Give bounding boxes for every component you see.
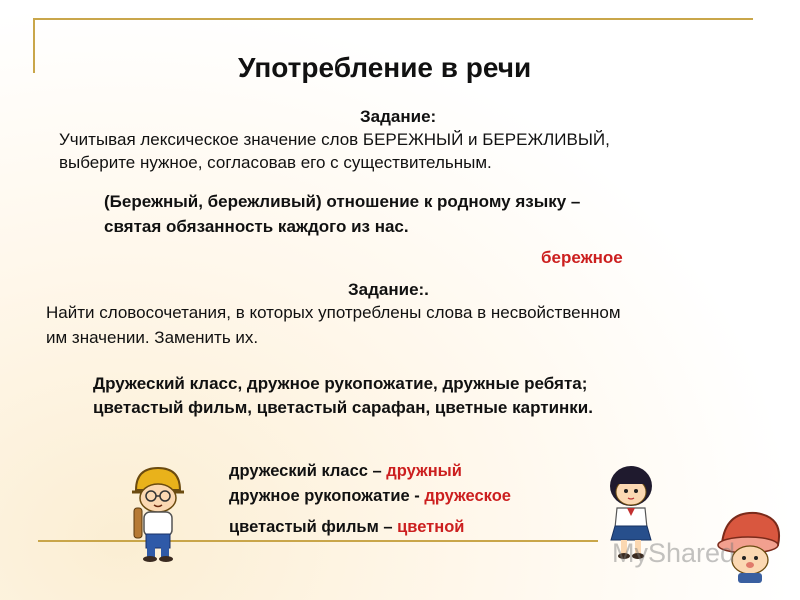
frame-top-line [33,18,753,20]
task2-phrases-line1: Дружеский класс, дружное рукопожатие, дружные ребята; [93,374,588,393]
task1-answer: бережное [541,248,623,267]
answer-fix: цветной [397,518,465,536]
answer-phrase: дружное рукопожатие - [229,487,425,505]
task2-text-line2: им значении. Заменить их. [46,328,259,347]
answer-phrase: дружеский класс – [229,462,387,480]
task1-sentence-line1: (Бережный, бережливый) отношение к родному языку – [104,192,581,211]
task2-phrases-line2: цветастый фильм, цветастый сарафан, цветные картинки. [93,398,593,417]
task1-heading: Задание: [360,107,437,126]
task1-sentence-line2: святая обязанность каждого из нас. [104,217,409,236]
answer-line-2 [229,487,511,506]
task2-heading: Задание:. [348,280,429,299]
frame-left-line [33,18,35,73]
task2-text-line1: Найти словосочетания, в которых употреблены слова в несвойственном [46,303,621,322]
task1-text-line1: Учитывая лексическое значение слов БЕРЕЖНЫЙ и БЕРЕЖЛИВЫЙ, [59,130,610,149]
watermark-logo [612,538,735,569]
page-title: Употребление в речи [238,52,532,83]
task1-text-line2: выберите нужное, согласовав его с существительным. [59,153,492,172]
answer-line-3 [229,518,464,537]
answer-fix: дружеское [424,487,511,505]
watermark-text: MyShared [612,538,736,568]
answer-phrase: цветастый фильм – [229,518,398,536]
answer-fix: дружный [386,462,462,480]
answer-line-1 [229,462,462,481]
boy-illustration [122,462,194,562]
